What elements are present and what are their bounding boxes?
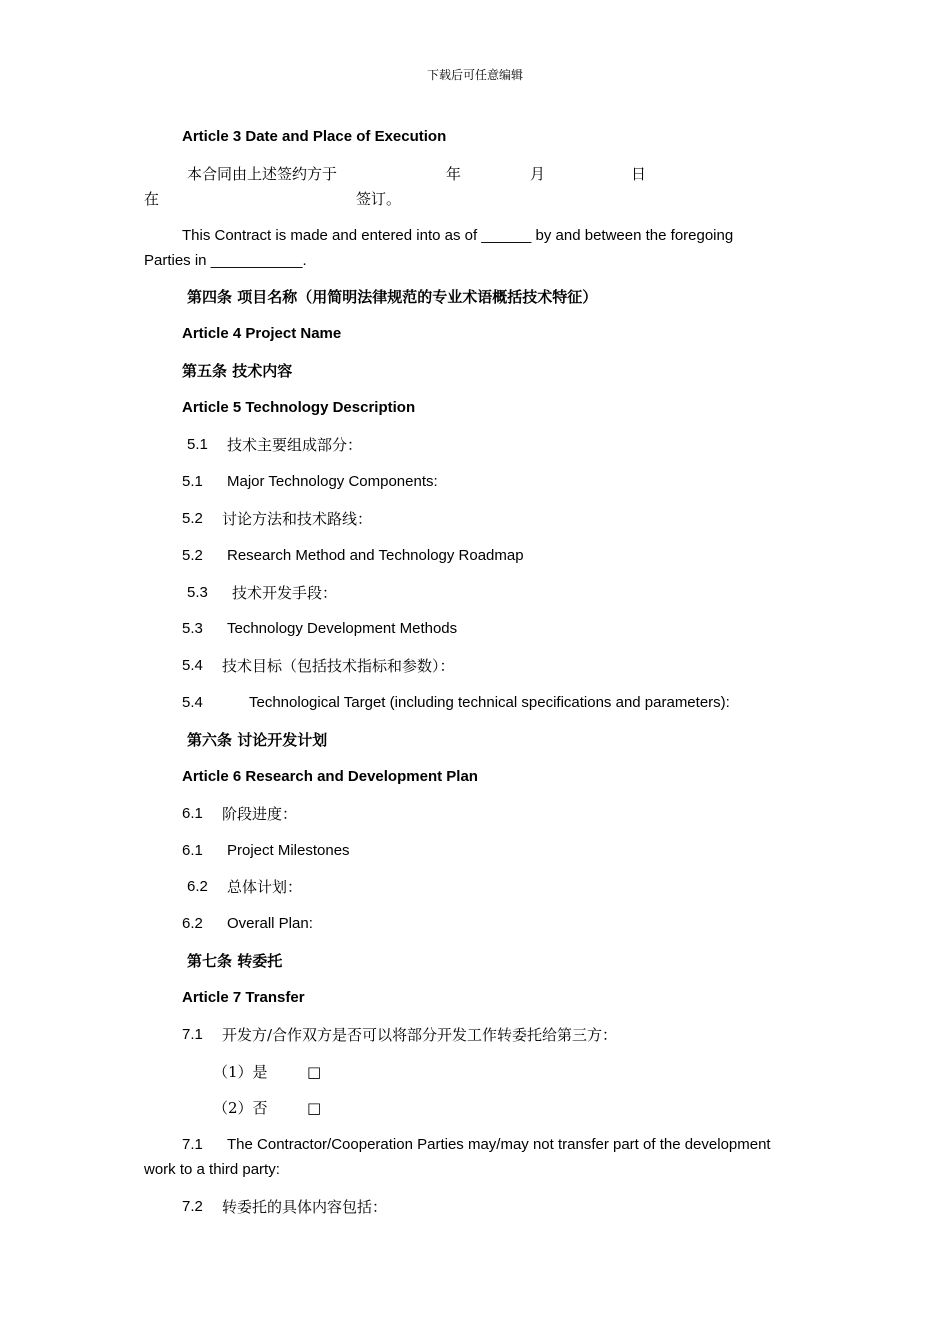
article3-cn-month: 月: [530, 165, 546, 183]
item-5-1-cn-text: 技术主要组成部分：: [227, 436, 363, 454]
article3-cn-day: 日: [631, 165, 647, 183]
item-5-2-en-num: 5.2: [182, 547, 203, 564]
item-7-1-en-line1: The Contractor/Cooperation Parties may/may not transfer part of the development: [227, 1136, 771, 1153]
item-5-3-en-text: Technology Development Methods: [227, 620, 458, 637]
item-5-4-cn-num: 5.4: [182, 657, 203, 674]
item-5-2-cn-num: 5.2: [182, 510, 203, 527]
item-7-1-cn-num: 7.1: [182, 1026, 203, 1043]
item-5-1-en-num: 5.1: [182, 473, 203, 490]
option-yes-checkbox[interactable]: □: [307, 1063, 322, 1081]
article5-cn-title: 第五条 技术内容: [182, 362, 293, 380]
item-7-2-cn-text: 转委托的具体内容包括：: [222, 1198, 388, 1216]
article3-cn-signed: 签订。: [356, 190, 402, 208]
item-6-2-cn-num: 6.2: [187, 878, 208, 895]
article4-en-title: Article 4 Project Name: [182, 325, 342, 342]
item-6-1-cn-num: 6.1: [182, 805, 203, 822]
item-6-2-en-text: Overall Plan:: [227, 915, 313, 932]
article4-cn-title: 第四条 项目名称（用简明法律规范的专业术语概括技术特征）: [187, 288, 598, 306]
article3-cn-at: 在: [144, 190, 160, 208]
item-6-1-en-num: 6.1: [182, 842, 203, 859]
item-5-1-en-text: Major Technology Components:: [227, 473, 438, 490]
article3-en-line2: Parties in ___________.: [144, 252, 307, 269]
item-6-1-en-text: Project Milestones: [227, 842, 350, 859]
item-5-4-en-text: Technological Target (including technical specifications and parameters):: [249, 694, 730, 711]
item-5-4-en-num: 5.4: [182, 694, 203, 711]
article7-cn-title: 第七条 转委托: [187, 952, 283, 970]
article6-en-title: Article 6 Research and Development Plan: [182, 768, 478, 785]
option-no-label: （2）否: [213, 1099, 268, 1117]
item-7-2-cn-num: 7.2: [182, 1198, 203, 1215]
article5-en-title: Article 5 Technology Description: [182, 399, 416, 416]
page-header: 下载后可任意编辑: [426, 68, 523, 82]
article3-en-line1: This Contract is made and entered into as of ______ by and between the foregoing: [182, 227, 734, 244]
article7-en-title: Article 7 Transfer: [182, 989, 305, 1006]
option-no-checkbox[interactable]: □: [307, 1099, 322, 1117]
option-yes-label: （1）是: [213, 1063, 268, 1081]
item-5-2-en-text: Research Method and Technology Roadmap: [227, 547, 524, 564]
article3-title: Article 3 Date and Place of Execution: [182, 128, 447, 145]
item-6-2-cn-text: 总体计划：: [227, 878, 303, 896]
item-5-3-cn-text: 技术开发手段：: [232, 584, 338, 602]
article3-cn-prefix: 本合同由上述签约方于: [187, 165, 338, 183]
item-5-3-cn-num: 5.3: [187, 584, 208, 601]
article6-cn-title: 第六条 讨论开发计划: [187, 731, 328, 749]
item-6-2-en-num: 6.2: [182, 915, 203, 932]
item-7-1-en-num: 7.1: [182, 1136, 203, 1153]
item-7-1-en-line2: work to a third party:: [144, 1161, 280, 1178]
item-5-4-cn-text: 技术目标（包括技术指标和参数）：: [222, 657, 455, 675]
article3-cn-year: 年: [446, 165, 462, 183]
item-5-3-en-num: 5.3: [182, 620, 203, 637]
item-6-1-cn-text: 阶段进度：: [222, 805, 298, 823]
item-5-2-cn-text: 讨论方法和技术路线：: [222, 510, 373, 528]
item-5-1-cn-num: 5.1: [187, 436, 208, 453]
item-7-1-cn-text: 开发方/合作双方是否可以将部分开发工作转委托给第三方：: [222, 1026, 618, 1044]
